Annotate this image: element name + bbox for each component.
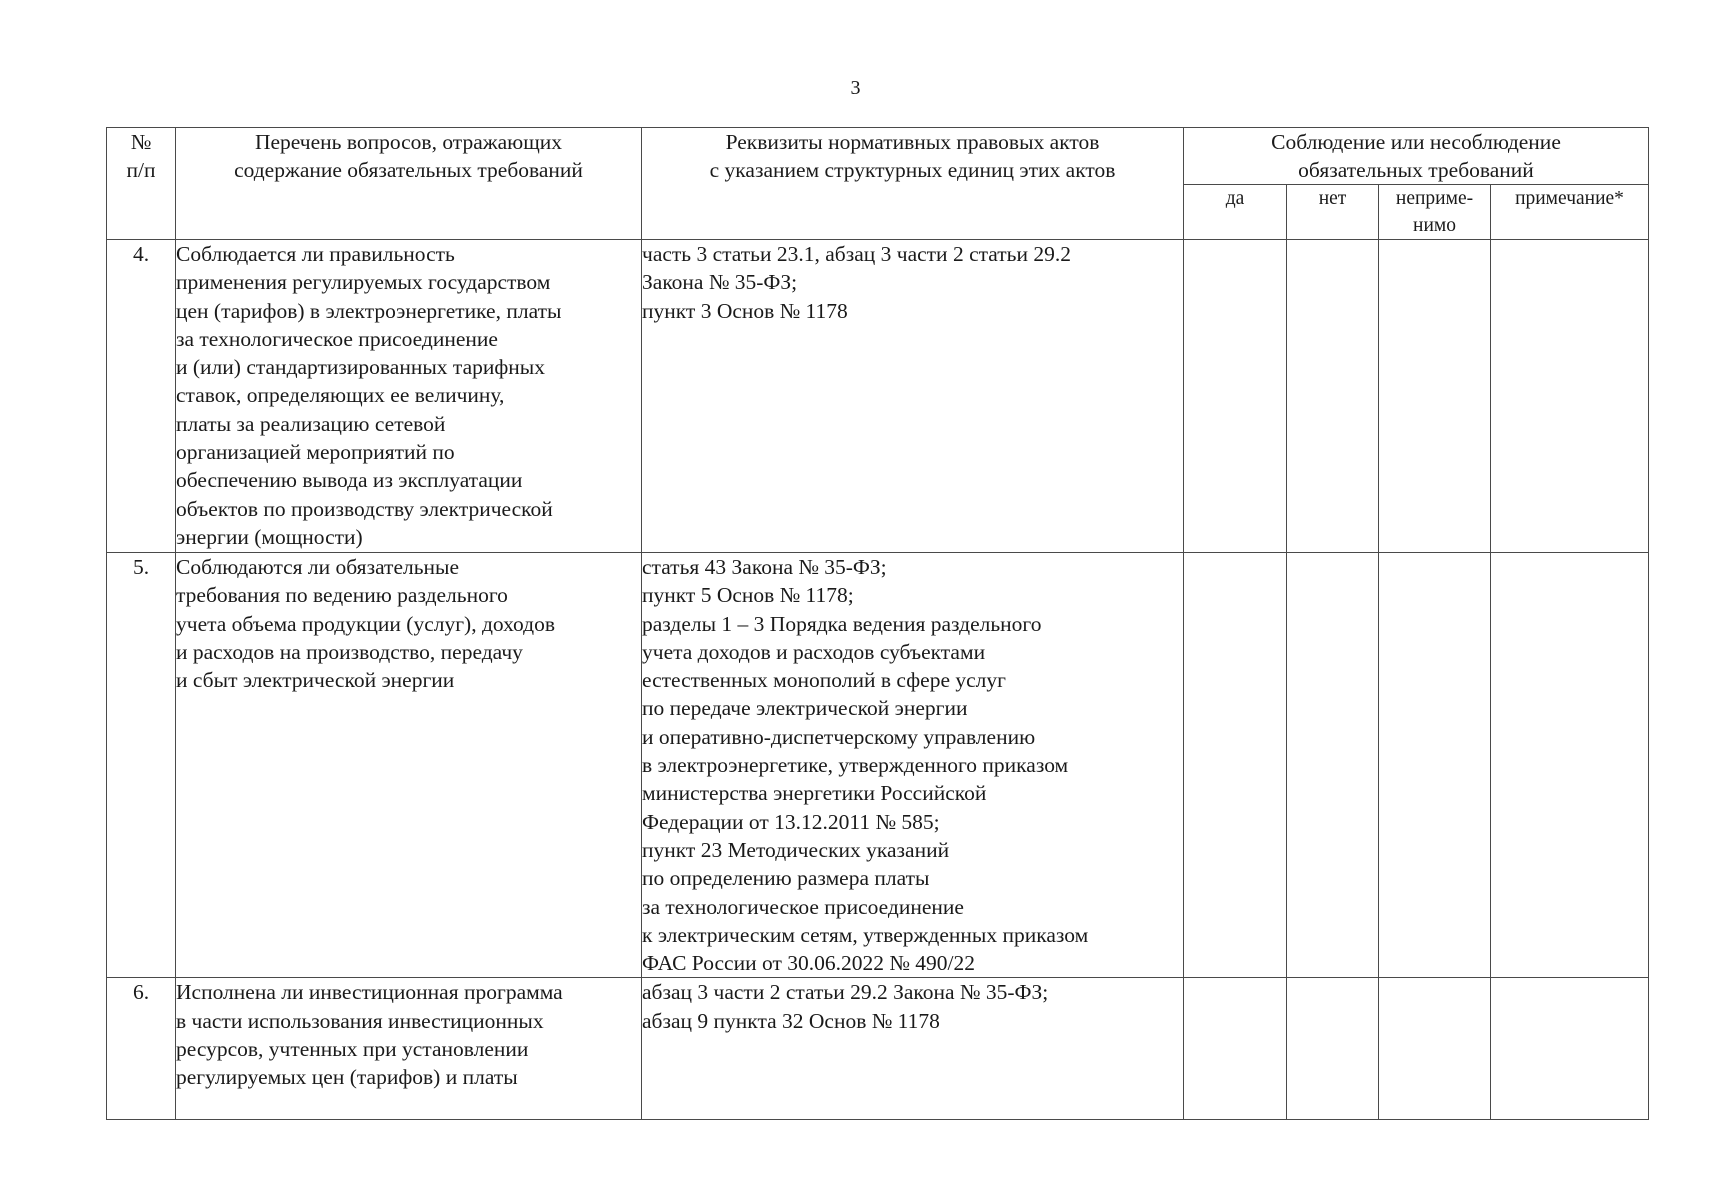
legal-act-line: разделы 1 – 3 Порядка ведения раздельного (642, 611, 1042, 636)
table-header-row (107, 128, 1649, 185)
header-question: Перечень вопросов, отражающих содержание обязательных требований (176, 128, 642, 240)
row-number: 6. (107, 978, 176, 1120)
note-cell (1491, 978, 1649, 1120)
question-line: обеспечению вывода из эксплуатации (176, 468, 523, 493)
legal-act-line: Закона № 35-ФЗ; (642, 270, 798, 295)
question-line: платы за реализацию сетевой (176, 411, 446, 436)
question-line: Соблюдаются ли обязательные (176, 555, 460, 579)
header-note: примечание* (1491, 185, 1649, 240)
question-line: ресурсов, учтенных при установлении (176, 1037, 529, 1062)
question-cell (176, 240, 642, 553)
question-line: Соблюдается ли правильность (176, 242, 455, 266)
header-not-applicable: неприме- нимо (1379, 185, 1491, 240)
answer-yes-cell (1184, 240, 1287, 553)
legal-act-line: пункт 23 Методических указаний (642, 837, 950, 862)
question-line: требования по ведению раздельного (176, 583, 508, 608)
legal-act-line: в электроэнергетике, утвержденного приказом (642, 753, 1069, 778)
legal-act-line: к электрическим сетям, утвержденных приказом (642, 922, 1089, 947)
legal-act-line: естественных монополий в сфере услуг (642, 668, 1006, 693)
table-row (107, 553, 1649, 978)
header-num: № п/п (107, 128, 176, 240)
note-cell (1491, 240, 1649, 553)
table-row (107, 978, 1649, 1120)
header-no: нет (1287, 185, 1379, 240)
header-yes: да (1184, 185, 1287, 240)
requirements-checklist-table (106, 127, 1649, 1120)
page-number: 3 (850, 77, 861, 99)
table-row (107, 240, 1649, 553)
header-legal-acts: Реквизиты нормативных правовых актов с указанием структурных единиц этих актов (642, 128, 1184, 240)
legal-act-line: пункт 5 Основ № 1178; (642, 583, 854, 608)
header-compliance-group: Соблюдение или несоблюдение обязательных требований (1184, 128, 1649, 185)
legal-act-line: Федерации от 13.12.2011 № 585; (642, 809, 940, 834)
legal-acts-cell (642, 978, 1184, 1120)
question-line: регулируемых цен (тарифов) и платы (176, 1065, 518, 1090)
legal-act-line: часть 3 статьи 23.1, абзац 3 части 2 статьи 29.2 (642, 242, 1071, 266)
legal-act-line: ФАС России от 30.06.2022 № 490/22 (642, 951, 975, 976)
row-number: 4. (107, 240, 176, 553)
answer-not-applicable-cell (1379, 240, 1491, 553)
question-line: и сбыт электрической энергии (176, 668, 455, 693)
question-line: в части использования инвестиционных (176, 1008, 544, 1033)
legal-act-line: абзац 9 пункта 32 Основ № 1178 (642, 1008, 940, 1033)
legal-act-line: пункт 3 Основ № 1178 (642, 298, 848, 323)
answer-no-cell (1287, 553, 1379, 978)
legal-act-line: за технологическое присоединение (642, 894, 964, 919)
answer-no-cell (1287, 978, 1379, 1120)
question-line: учета объема продукции (услуг), доходов (176, 611, 556, 636)
row-number: 5. (107, 553, 176, 978)
question-line: объектов по производству электрической (176, 496, 553, 521)
answer-yes-cell (1184, 978, 1287, 1120)
legal-act-line: министерства энергетики Российской (642, 781, 987, 806)
question-line: и расходов на производство, передачу (176, 639, 523, 664)
legal-act-line: абзац 3 части 2 статьи 29.2 Закона № 35-ФЗ; (642, 980, 1049, 1005)
answer-not-applicable-cell (1379, 978, 1491, 1120)
question-cell (176, 553, 642, 978)
legal-acts-cell (642, 240, 1184, 553)
answer-not-applicable-cell (1379, 553, 1491, 978)
question-line: цен (тарифов) в электроэнергетике, платы (176, 298, 562, 323)
question-line: и (или) стандартизированных тарифных (176, 355, 545, 380)
question-line: ставок, определяющих ее величину, (176, 383, 505, 408)
legal-act-line: по передаче электрической энергии (642, 696, 968, 721)
legal-acts-cell (642, 553, 1184, 978)
answer-yes-cell (1184, 553, 1287, 978)
question-line: энергии (мощности) (176, 524, 363, 549)
question-line: за технологическое присоединение (176, 326, 498, 351)
question-cell (176, 978, 642, 1120)
legal-act-line: статья 43 Закона № 35-ФЗ; (642, 555, 887, 579)
legal-act-line: учета доходов и расходов субъектами (642, 639, 986, 664)
question-line: применения регулируемых государством (176, 270, 551, 295)
question-line: Исполнена ли инвестиционная программа (176, 980, 563, 1005)
question-line: организацией мероприятий по (176, 440, 455, 465)
answer-no-cell (1287, 240, 1379, 553)
note-cell (1491, 553, 1649, 978)
legal-act-line: по определению размера платы (642, 866, 930, 891)
legal-act-line: и оперативно-диспетчерскому управлению (642, 724, 1036, 749)
